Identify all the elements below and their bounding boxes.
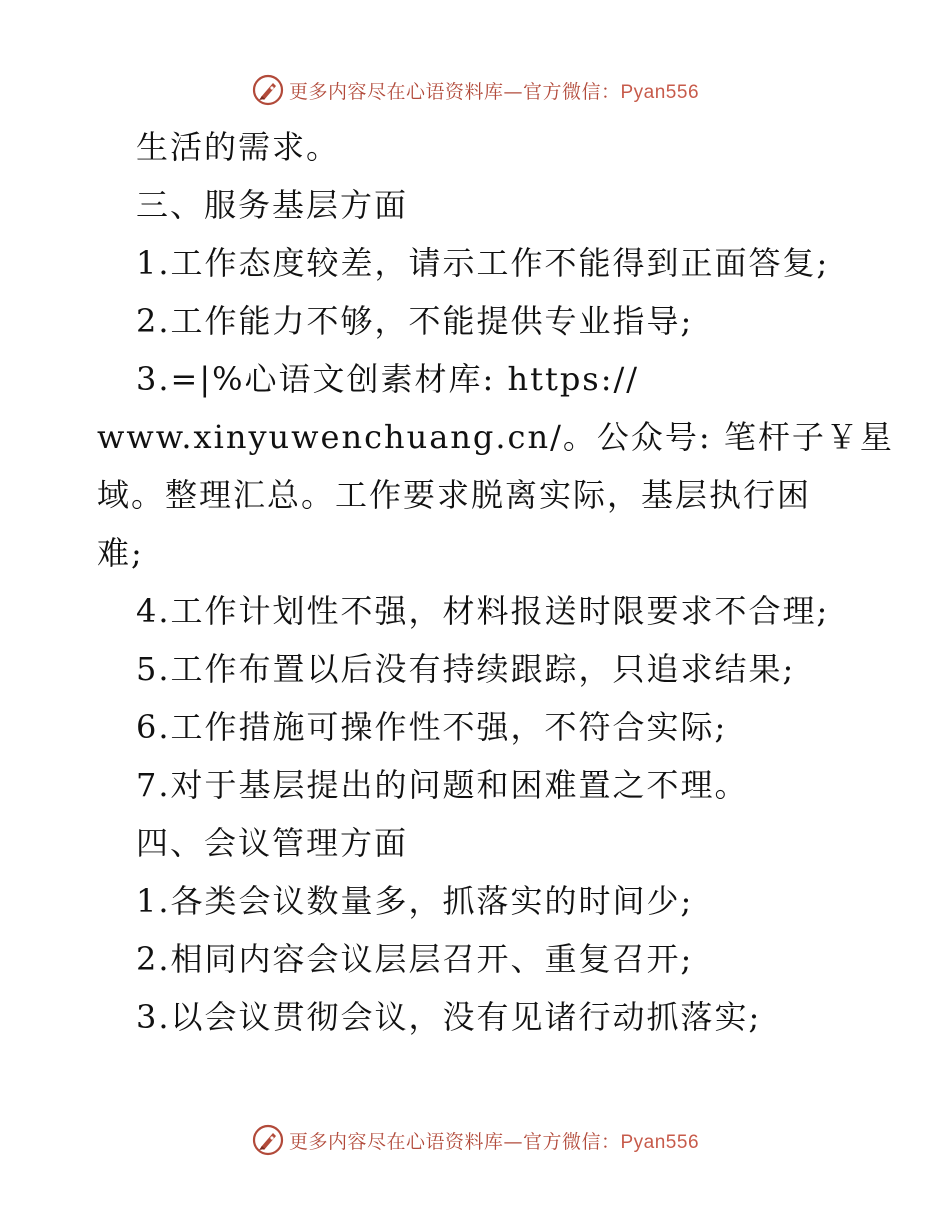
list-item: 7.对于基层提出的问题和困难置之不理。 xyxy=(136,766,749,804)
section-heading: 三、服务基层方面 xyxy=(136,186,409,224)
list-item: 2.相同内容会议层层召开、重复召开; xyxy=(136,940,694,978)
list-item-continuation: 难; xyxy=(97,534,144,572)
list-item-continuation: www.xinyuwenchuang.cn/。公众号: 笔杆子￥星 xyxy=(97,418,894,456)
header-banner xyxy=(0,70,950,110)
list-item-continuation: 域。整理汇总。工作要求脱离实际，基层执行困 xyxy=(97,476,812,514)
footer-banner xyxy=(0,1120,950,1160)
list-item: 1.工作态度较差，请示工作不能得到正面答复; xyxy=(136,244,830,282)
footer-banner-text xyxy=(289,1127,699,1154)
list-item: 6.工作措施可操作性不强，不符合实际; xyxy=(136,708,728,746)
header-banner-text xyxy=(289,77,699,104)
list-item: 4.工作计划性不强，材料报送时限要求不合理; xyxy=(136,592,830,630)
list-item: 3.=|%心语文创素材库: https:// xyxy=(136,360,640,398)
footer-account-id: Pyan556 xyxy=(620,1131,700,1153)
document-body xyxy=(97,118,894,1046)
list-item: 1.各类会议数量多，抓落实的时间少; xyxy=(136,882,694,920)
header-brand-text: 更多内容尽在心语资料库—官方微信： xyxy=(288,80,621,103)
list-item: 3.以会议贯彻会议，没有见诸行动抓落实; xyxy=(136,998,762,1036)
pen-nib-logo-icon xyxy=(251,1123,285,1157)
footer-brand-text: 更多内容尽在心语资料库—官方微信： xyxy=(288,1130,621,1153)
pen-nib-logo-icon xyxy=(251,73,285,107)
section-heading: 四、会议管理方面 xyxy=(136,824,409,862)
list-item: 5.工作布置以后没有持续跟踪，只追求结果; xyxy=(136,650,796,688)
header-account-id: Pyan556 xyxy=(620,81,700,103)
list-item: 2.工作能力不够，不能提供专业指导; xyxy=(136,302,694,340)
body-line: 生活的需求。 xyxy=(136,128,341,166)
